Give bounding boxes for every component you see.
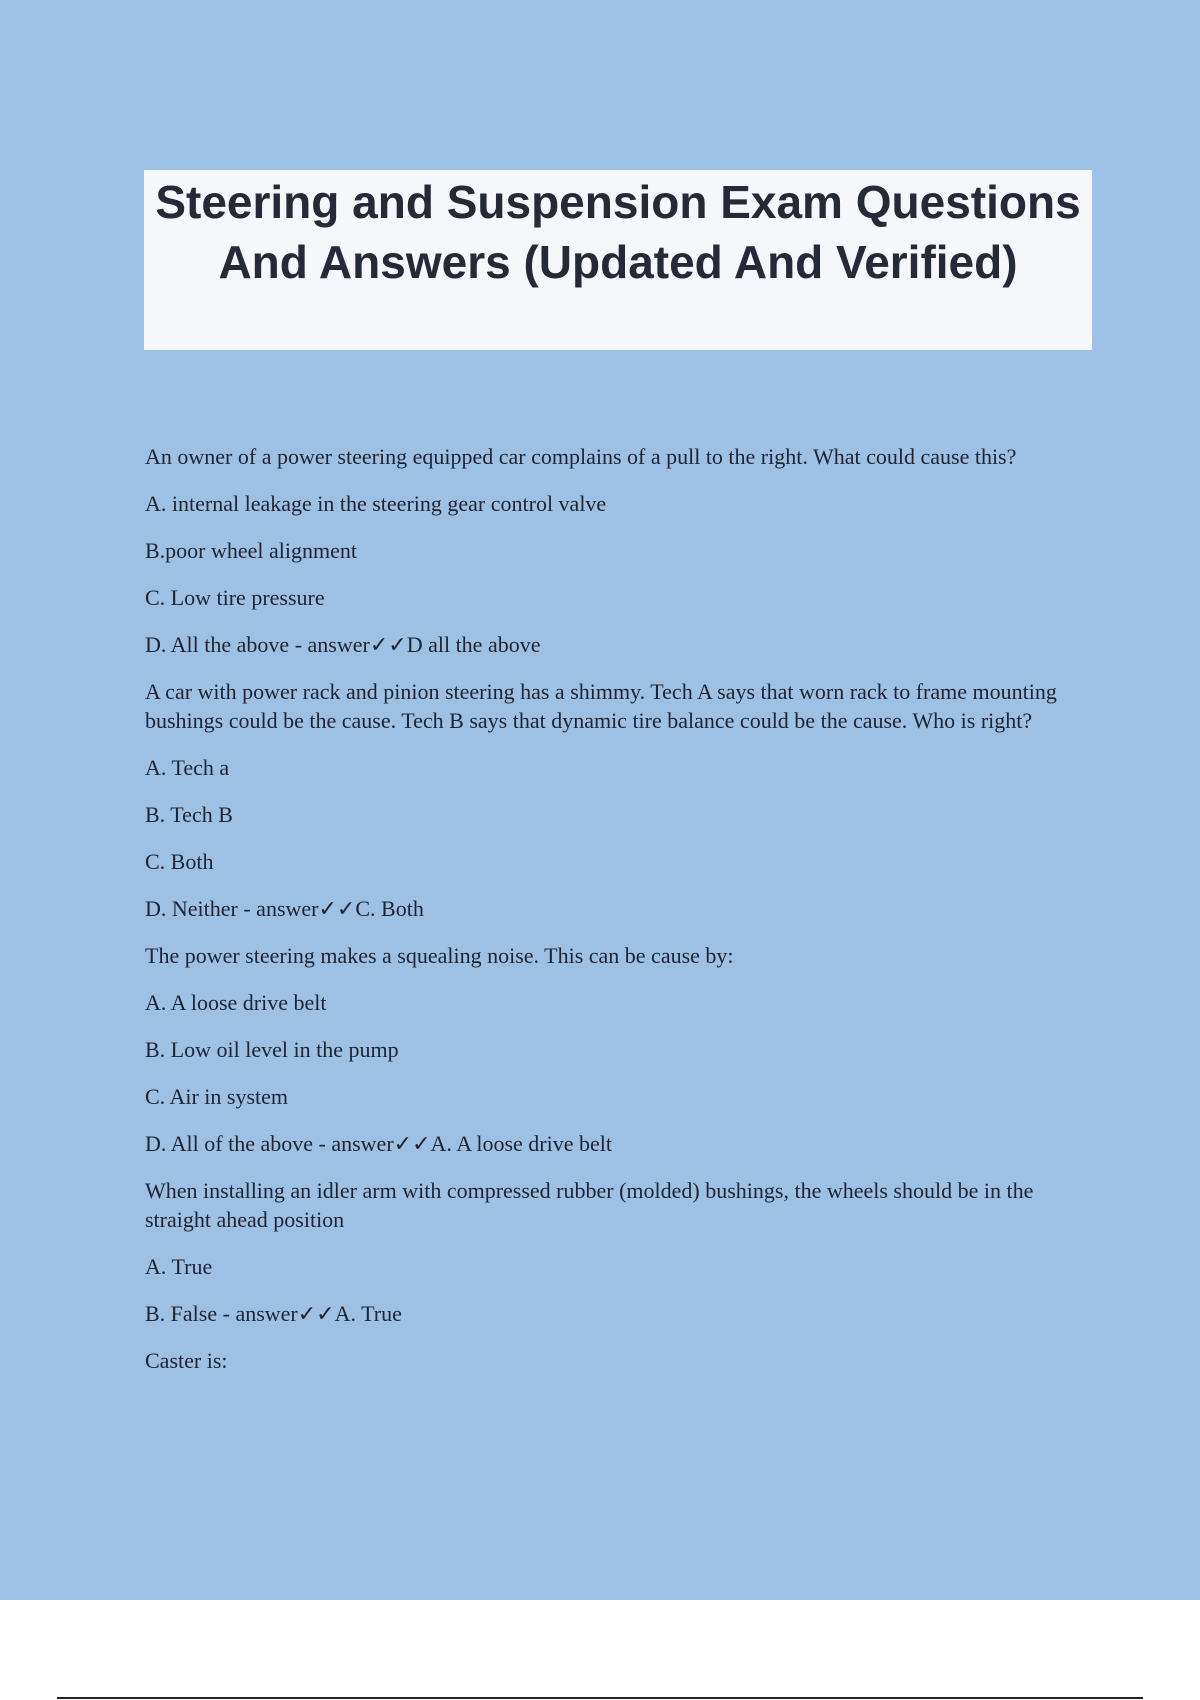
answer-option-with-answer: B. False - answer✓✓A. True — [145, 1301, 402, 1326]
answer-option: B.poor wheel alignment — [145, 538, 358, 563]
answer-option-with-answer: D. All of the above - answer✓✓A. A loose drive belt — [145, 1131, 612, 1156]
question-text: The power steering makes a squealing noise. This can be cause by: — [145, 943, 734, 968]
document-title: Steering and Suspension Exam Questions And Answers (Updated And Verified) — [155, 176, 1081, 288]
answer-option: C. Both — [145, 849, 214, 874]
question-list — [145, 442, 1095, 1393]
answer-option: B. Low oil level in the pump — [145, 1037, 399, 1062]
question-text: An owner of a power steering equipped car complains of a pull to the right. What could cause this? — [145, 444, 1017, 469]
question-text: When installing an idler arm with compressed rubber (molded) bushings, the wheels should be in the straight ahead position — [145, 1178, 1034, 1232]
answer-option: A. internal leakage in the steering gear control valve — [145, 491, 607, 516]
answer-option: A. Tech a — [145, 755, 230, 780]
answer-option-with-answer: D. All the above - answer✓✓D all the above — [145, 632, 541, 657]
answer-option: A. A loose drive belt — [145, 990, 327, 1015]
question-text: A car with power rack and pinion steering has a shimmy. Tech A says that worn rack to frame mounting bushings could be the cause. Tech B says that dynamic tire balance could be the cause. Who is right? — [145, 679, 1057, 733]
answer-option: B. Tech B — [145, 802, 233, 827]
title-box — [144, 170, 1092, 350]
answer-option: C. Air in system — [145, 1084, 289, 1109]
answer-option: A. True — [145, 1254, 213, 1279]
answer-option-with-answer: D. Neither - answer✓✓C. Both — [145, 896, 424, 921]
answer-option: C. Low tire pressure — [145, 585, 325, 610]
footer-divider — [57, 1697, 1143, 1699]
question-text: Caster is: — [145, 1348, 228, 1373]
